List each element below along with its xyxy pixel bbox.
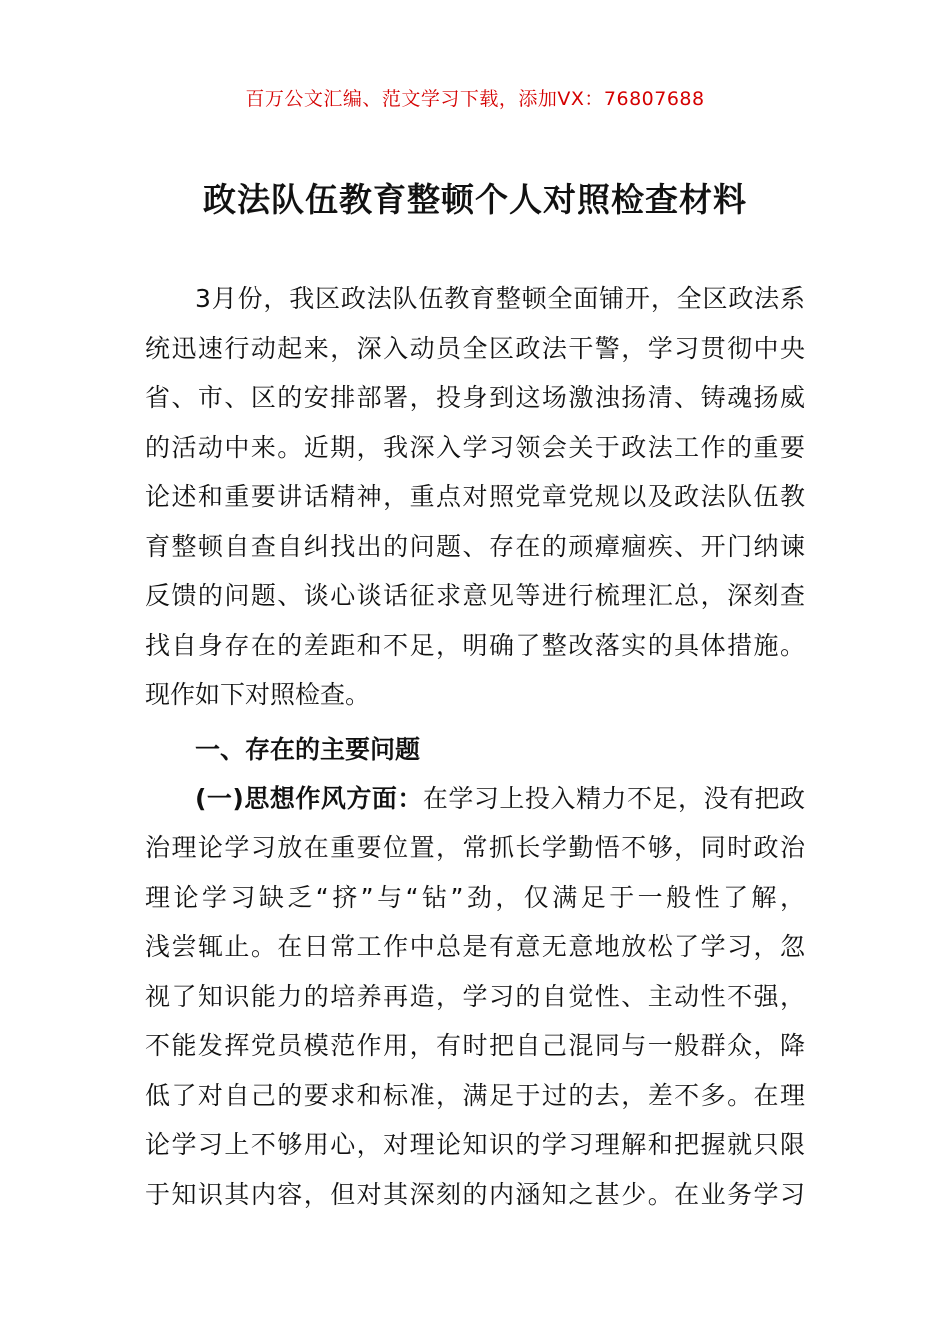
intro-line-8: 找自身存在的差距和不足，明确了整改落实的具体措施。 [145,630,805,660]
subsection-line-2: 治理论学习放在重要位置，常抓长学勤悟不够，同时政治 [145,833,805,862]
intro-line-9: 现作如下对照检查。 [145,680,371,709]
subsection-line-5: 视了知识能力的培养再造，学习的自觉性、主动性不强， [145,981,805,1011]
document-body [145,274,805,1219]
document-title: 政法队伍教育整顿个人对照检查材料 [203,180,747,219]
intro-line-7: 反馈的问题、谈心谈话征求意见等进行梳理汇总，深刻查 [145,581,805,610]
intro-line-2: 统迅速行动起来，深入动员全区政法干警，学习贯彻中央 [145,333,805,363]
intro-line-6: 育整顿自查自纠找出的问题、存在的顽瘴痼疾、开门纳谏 [145,531,805,561]
intro-line-1: 3月份，我区政法队伍教育整顿全面铺开，全区政法系 [195,284,805,313]
intro-line-3: 省、市、区的安排部署，投身到这场激浊扬清、铸魂扬威 [145,383,805,412]
subsection-label: (一)思想作风方面： [195,783,423,813]
subsection-line-9: 于知识其内容，但对其深刻的内涵知之甚少。在业务学习 [145,1179,805,1209]
intro-line-4: 的活动中来。近期，我深入学习领会关于政法工作的重要 [145,432,805,462]
subsection-first-text: 在学习上投入精力不足，没有把政 [422,783,805,813]
subsection-line-8: 论学习上不够用心，对理论知识的学习理解和把握就只限 [145,1130,805,1159]
subsection-line-3: 理论学习缺乏“挤”与“钻”劲，仅满足于一般性了解， [145,882,805,912]
subsection-line-6: 不能发挥党员模范作用，有时把自己混同与一般群众，降 [145,1031,805,1060]
intro-line-5: 论述和重要讲话精神，重点对照党章党规以及政法队伍教 [145,482,805,511]
subsection-line-7: 低了对自己的要求和标准，满足于过的去，差不多。在理 [145,1080,805,1110]
subsection-first-line [145,774,805,824]
section-heading-main-problems: 一、存在的主要问题 [195,734,421,764]
subsection-line-4: 浅尝辄止。在日常工作中总是有意无意地放松了学习，忽 [145,932,805,961]
header-watermark-note: 百万公文汇编、范文学习下载，添加VX：76807688 [245,88,705,110]
